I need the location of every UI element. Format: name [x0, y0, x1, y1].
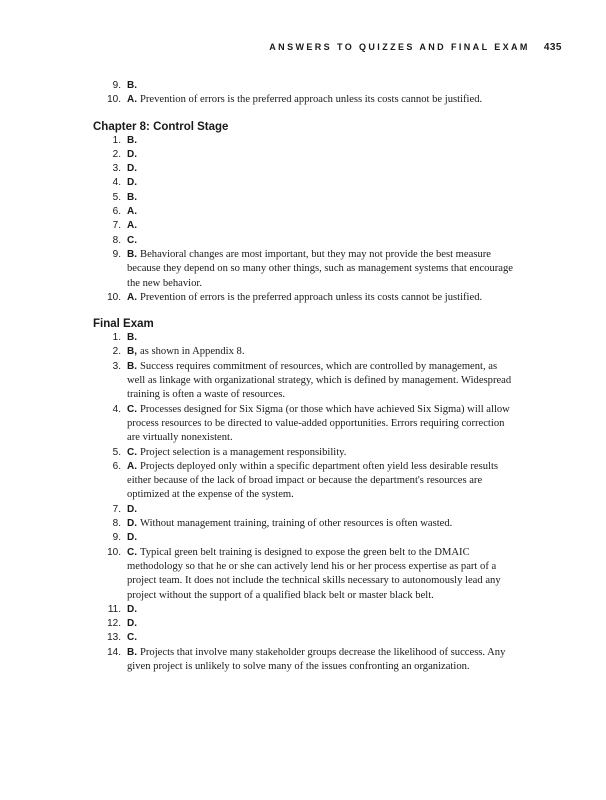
answer-explanation: Typical green belt training is designed to expose the green belt to the DMAIC methodology so that he or she can actively lend his or her process expertise as part of a project team. It does not include the technical skills necessary to autonomously lead any project without the support of a qualified black belt or master black belt. — [127, 546, 501, 601]
answer-body — [127, 331, 513, 345]
answer-item — [93, 603, 513, 617]
question-number: 13. — [107, 632, 121, 644]
answer-body — [127, 148, 513, 162]
answer-explanation: Projects that involve many stakeholder groups decrease the likelihood of success. Any given project is unlikely to solve many of the issues confronting an organization. — [127, 646, 506, 672]
question-number: 9. — [112, 248, 121, 260]
answer-item — [93, 631, 513, 645]
question-number: 6. — [112, 460, 121, 472]
question-number: 6. — [112, 206, 121, 218]
question-number: 3. — [112, 360, 121, 372]
question-number: 11. — [107, 603, 121, 615]
question-number: 4. — [112, 403, 121, 415]
answer-explanation: Project selection is a management responsibility. — [140, 446, 347, 458]
answer-body — [127, 93, 513, 107]
answer-item — [93, 134, 513, 148]
answer-letter: A. — [127, 460, 137, 472]
answer-letter: C. — [127, 403, 137, 415]
answer-body — [127, 403, 513, 446]
answer-body — [127, 219, 513, 233]
answer-letter: A. — [127, 291, 137, 303]
answer-body — [127, 134, 513, 148]
answer-letter: D. — [127, 177, 137, 189]
answer-body — [127, 446, 513, 460]
answer-body — [127, 248, 513, 291]
answer-item — [93, 646, 513, 675]
question-number: 10. — [107, 291, 121, 303]
running-head — [0, 42, 562, 53]
answer-letter: D. — [127, 618, 137, 630]
answer-body — [127, 345, 513, 359]
answer-body — [127, 291, 513, 305]
question-number: 10. — [107, 94, 121, 106]
chapter-8-answer-list — [93, 134, 513, 306]
answer-letter: D. — [127, 532, 137, 544]
question-number: 5. — [112, 191, 121, 203]
answer-item — [93, 148, 513, 162]
answer-body — [127, 546, 513, 603]
answer-item — [93, 503, 513, 517]
answer-body — [127, 234, 513, 248]
answer-body — [127, 191, 513, 205]
answer-body — [127, 517, 513, 531]
answer-body — [127, 617, 513, 631]
question-number: 8. — [112, 518, 121, 530]
answer-explanation: Success requires commitment of resources, which are controlled by management, as well as linkage with organizational strategy, which is defined by management. Widespread training is often a waste of resources. — [127, 360, 512, 401]
answer-item — [93, 617, 513, 631]
answer-letter: D. — [127, 148, 137, 160]
question-number: 4. — [112, 177, 121, 189]
answer-body — [127, 460, 513, 503]
answer-letter: D. — [127, 603, 137, 615]
answer-item — [93, 291, 513, 305]
answer-letter: A. — [127, 94, 137, 106]
answer-item — [93, 234, 513, 248]
page-number: 435 — [543, 42, 562, 53]
question-number: 9. — [112, 532, 121, 544]
answer-body — [127, 603, 513, 617]
page-content — [93, 79, 513, 674]
answer-item — [93, 403, 513, 446]
answer-item — [93, 531, 513, 545]
final-exam-answer-list — [93, 331, 513, 674]
answer-body — [127, 631, 513, 645]
answer-explanation: Processes designed for Six Sigma (or those which have achieved Six Sigma) will allow process resources to be directed to value-added opportunities. Errors requiring correction are virtually nonexistent. — [127, 403, 510, 444]
answer-item — [93, 331, 513, 345]
answer-item — [93, 191, 513, 205]
question-number: 8. — [112, 234, 121, 246]
answer-item — [93, 345, 513, 359]
answer-letter: B. — [127, 80, 137, 91]
answer-body — [127, 531, 513, 545]
question-number: 2. — [112, 346, 121, 358]
question-number: 9. — [112, 80, 121, 91]
answer-body — [127, 646, 513, 675]
final-exam-title: Final Exam — [93, 318, 154, 331]
answer-item — [93, 248, 513, 291]
answer-item — [93, 79, 513, 93]
question-number: 12. — [107, 618, 121, 630]
answer-letter: D. — [127, 518, 137, 530]
answer-letter: C. — [127, 446, 137, 458]
answer-item — [93, 93, 513, 107]
answer-letter: D. — [127, 163, 137, 175]
answer-letter: B. — [127, 332, 137, 344]
answer-letter: A. — [127, 206, 137, 218]
answer-item — [93, 446, 513, 460]
answer-letter: B. — [127, 191, 137, 203]
question-number: 3. — [112, 163, 121, 175]
answer-explanation: Without management training, training of other resources is often wasted. — [140, 518, 453, 530]
question-number: 5. — [112, 446, 121, 458]
answer-letter: C. — [127, 546, 137, 558]
answer-body — [127, 162, 513, 176]
answer-explanation: Prevention of errors is the preferred approach unless its costs cannot be justified. — [140, 291, 483, 303]
question-number: 2. — [112, 148, 121, 160]
answer-item — [93, 205, 513, 219]
answer-letter: B, — [127, 346, 137, 358]
answer-letter: A. — [127, 220, 137, 232]
answer-letter: C. — [127, 234, 137, 246]
answer-letter: B. — [127, 248, 137, 260]
answer-body — [127, 205, 513, 219]
answer-item — [93, 162, 513, 176]
answer-explanation: Prevention of errors is the preferred approach unless its costs cannot be justified. — [140, 94, 483, 106]
answer-item — [93, 219, 513, 233]
answer-explanation: as shown in Appendix 8. — [140, 346, 245, 358]
question-number: 10. — [107, 546, 121, 558]
answer-item — [93, 460, 513, 503]
running-title: ANSWERS TO QUIZZES AND FINAL EXAM — [269, 42, 530, 52]
chapter-8-title: Chapter 8: Control Stage — [93, 120, 229, 133]
answer-body — [127, 79, 513, 93]
answer-letter: B. — [127, 134, 137, 146]
answer-letter: D. — [127, 503, 137, 515]
answer-item — [93, 546, 513, 603]
answer-letter: B. — [127, 360, 137, 372]
answer-letter: C. — [127, 632, 137, 644]
question-number: 7. — [112, 503, 121, 515]
answer-explanation: Projects deployed only within a specific department often yield less desirable results either because of the lack of broad impact or because the department's resources are optimized at the expense of the system. — [127, 460, 499, 501]
answer-body — [127, 360, 513, 403]
answer-item — [93, 517, 513, 531]
answer-item — [93, 176, 513, 190]
answer-body — [127, 176, 513, 190]
question-number: 1. — [112, 332, 121, 344]
question-number: 1. — [112, 134, 121, 146]
answer-letter: B. — [127, 646, 137, 658]
answer-item — [93, 360, 513, 403]
question-number: 14. — [107, 646, 121, 658]
continued-answer-list — [93, 79, 513, 108]
question-number: 7. — [112, 220, 121, 232]
answer-explanation: Behavioral changes are most important, but they may not provide the best measure because they depend on so many other things, such as management systems that encourage the new behavior. — [127, 248, 513, 289]
answer-body — [127, 503, 513, 517]
